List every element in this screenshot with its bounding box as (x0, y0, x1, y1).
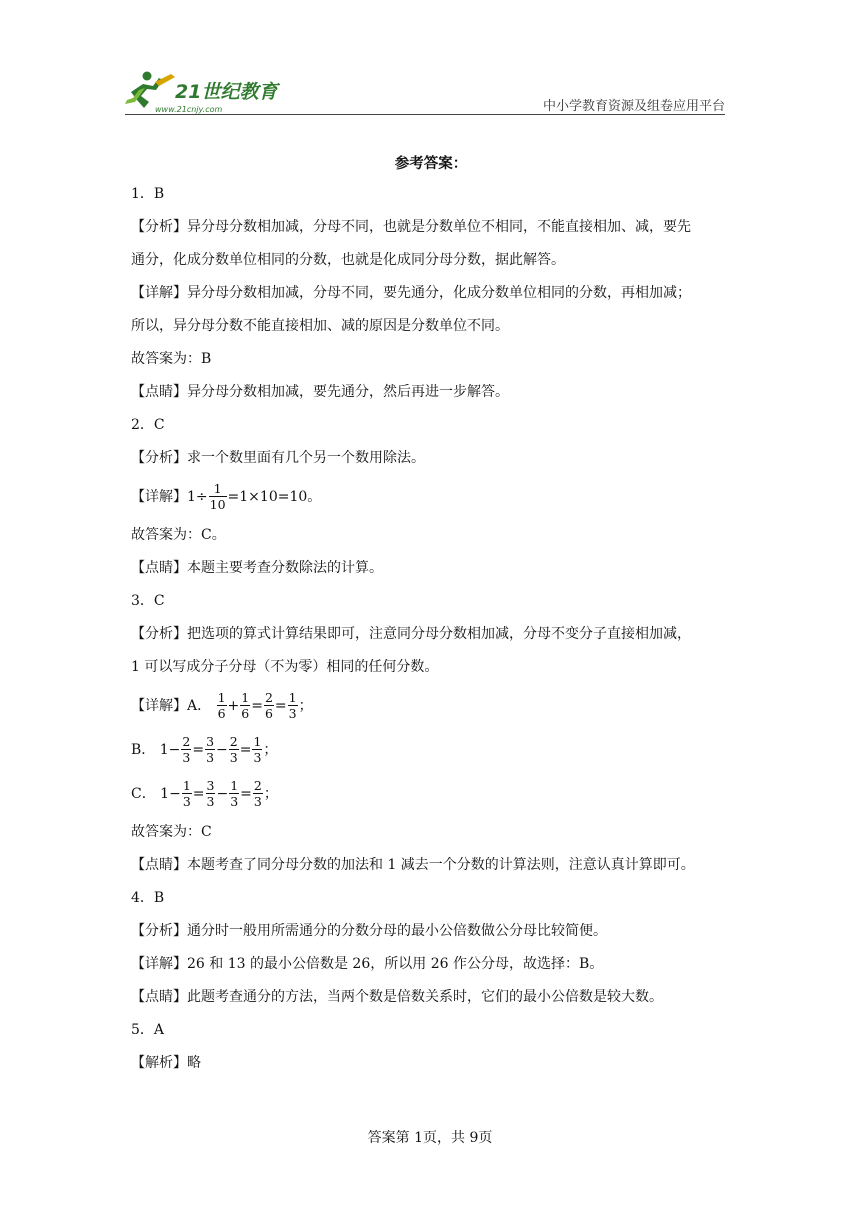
q1-answer: 1．B (131, 186, 165, 202)
q3a-op1: + (227, 698, 240, 714)
q4-detail: 【详解】26 和 13 的最小公倍数是 26，所以用 26 作公分母，故选择：B。 (131, 956, 604, 972)
q3c-d4: 3 (253, 794, 262, 809)
page-header (125, 68, 725, 114)
q1-analysis-2: 通分，化成分数单位相同的分数，也就是化成同分母分数，据此解答。 (131, 252, 565, 268)
q3c-frac-2 (206, 777, 216, 809)
q1-conclusion: 故答案为：B (131, 351, 212, 367)
q3c-op: − (216, 786, 229, 802)
q3b-frac-2 (205, 733, 215, 765)
q3a-frac-3 (264, 689, 274, 721)
q3c-n1: 1 (182, 777, 191, 793)
q3c-frac-4 (253, 777, 263, 809)
q3b-frac-3 (229, 733, 239, 765)
q3b-n3: 2 (229, 733, 238, 749)
q3b-d2: 3 (206, 750, 215, 765)
q3a-frac-4 (288, 689, 298, 721)
q3c-d2: 3 (206, 794, 215, 809)
q3c-n4: 2 (253, 777, 262, 793)
q3b-eq1: = (192, 742, 205, 758)
q1-detail-1: 【详解】异分母分数相加减，分母不同，要先通分，化成分数单位相同的分数，再相加减； (131, 285, 691, 301)
q3-b-label: B． (131, 742, 156, 758)
q3-answer: 3．C (131, 593, 165, 609)
q3a-n1: 1 (217, 689, 226, 705)
q2-conclusion: 故答案为：C。 (131, 527, 226, 543)
q3b-lead: 1− (159, 742, 181, 758)
q3-detail-label: 【详解】A． (131, 698, 212, 714)
q3c-n3: 1 (230, 777, 239, 793)
q3c-n2: 3 (206, 777, 215, 793)
platform-name: 中小学教育资源及组卷应用平台 (542, 99, 725, 114)
q1-detail-2: 所以，异分母分数不能直接相加、减的原因是分数单位不同。 (131, 318, 509, 334)
q2-fraction (209, 480, 227, 512)
q3c-end: ； (263, 786, 278, 802)
q3c-eq2: = (240, 786, 252, 802)
q3b-d3: 3 (229, 750, 238, 765)
q3a-frac-1 (217, 689, 227, 721)
q3c-frac-1 (182, 777, 192, 809)
q3a-frac-2 (240, 689, 250, 721)
q3b-n4: 1 (253, 733, 262, 749)
q3b-d1: 3 (182, 750, 191, 765)
q3b-n2: 3 (206, 733, 215, 749)
q3b-eq2: = (239, 742, 252, 758)
q3b-op: − (216, 742, 228, 758)
q3b-end: ； (263, 742, 278, 758)
q3c-d3: 3 (230, 794, 239, 809)
logo-text: 21世纪教育 (175, 81, 278, 103)
q3-analysis-2: 1 可以写成分子分母（不为零）相同的任何分数。 (131, 659, 439, 675)
q1-analysis-1: 【分析】异分母分数相加减，分母不同，也就是分数单位不相同，不能直接相加、减，要先 (131, 219, 691, 235)
q3a-end: ； (298, 698, 313, 714)
q3-detail-a (131, 684, 731, 728)
page-title: 参考答案： (394, 155, 468, 172)
q2-frac-num: 1 (209, 483, 227, 498)
q3a-d2: 6 (241, 706, 250, 721)
q2-expr-b: =1×10=10 (227, 489, 308, 505)
q3-detail-c (131, 772, 731, 816)
q3b-n1: 2 (182, 733, 191, 749)
runner-icon (125, 72, 175, 109)
q3c-eq1: = (192, 786, 205, 802)
q2-expr-end: 。 (307, 489, 322, 505)
q3b-d4: 3 (253, 750, 262, 765)
q2-analysis: 【分析】求一个数里面有几个另一个数用除法。 (131, 450, 425, 466)
q3b-frac-4 (252, 733, 262, 765)
q3c-d1: 3 (182, 794, 191, 809)
q4-analysis: 【分析】通分时一般用所需通分的分数分母的最小公倍数做公分母比较简便。 (131, 923, 607, 939)
q4-answer: 4．B (131, 890, 165, 906)
q3a-n2: 1 (241, 689, 250, 705)
q3-c-label: C． (131, 786, 156, 802)
logo-url: www.21cnjy.com (155, 105, 223, 114)
q2-expr-a: 1÷ (187, 489, 208, 505)
q3-comment: 【点睛】本题考查了同分母分数的加法和 1 减去一个分数的计算法则，注意认真计算即可。 (131, 857, 695, 873)
q3a-eq1: = (251, 698, 263, 714)
q5-explain: 【解析】略 (131, 1055, 201, 1071)
q4-comment: 【点睛】此题考查通分的方法，当两个数是倍数关系时，它们的最小公倍数是较大数。 (131, 989, 663, 1005)
q2-detail-label: 【详解】 (131, 489, 187, 505)
q2-comment: 【点睛】本题主要考查分数除法的计算。 (131, 560, 383, 576)
q1-comment: 【点睛】异分母分数相加减，要先通分，然后再进一步解答。 (131, 384, 509, 400)
q2-detail (131, 475, 731, 519)
q3a-d1: 6 (217, 706, 226, 721)
answer-content (131, 150, 731, 1080)
q3-analysis-1: 【分析】把选项的算式计算结果即可，注意同分母分数相加减，分母不变分子直接相加减， (131, 626, 691, 642)
q3-detail-b (131, 728, 731, 772)
q3-conclusion: 故答案为：C (131, 824, 212, 840)
q5-answer: 5．A (131, 1022, 165, 1038)
header-rule (125, 114, 725, 115)
q2-frac-den: 10 (209, 497, 226, 512)
q3c-lead: 1− (160, 786, 181, 802)
page-footer: 答案第 1页，共 9页 (367, 1130, 493, 1146)
q3a-eq2: = (274, 698, 287, 714)
q3a-n3: 2 (264, 689, 273, 705)
q3a-d4: 3 (288, 706, 297, 721)
q2-answer: 2．C (131, 417, 165, 433)
q3a-d3: 6 (264, 706, 273, 721)
q3b-frac-1 (181, 733, 191, 765)
q3a-n4: 1 (288, 689, 297, 705)
q3c-frac-3 (229, 777, 239, 809)
logo (125, 68, 295, 114)
